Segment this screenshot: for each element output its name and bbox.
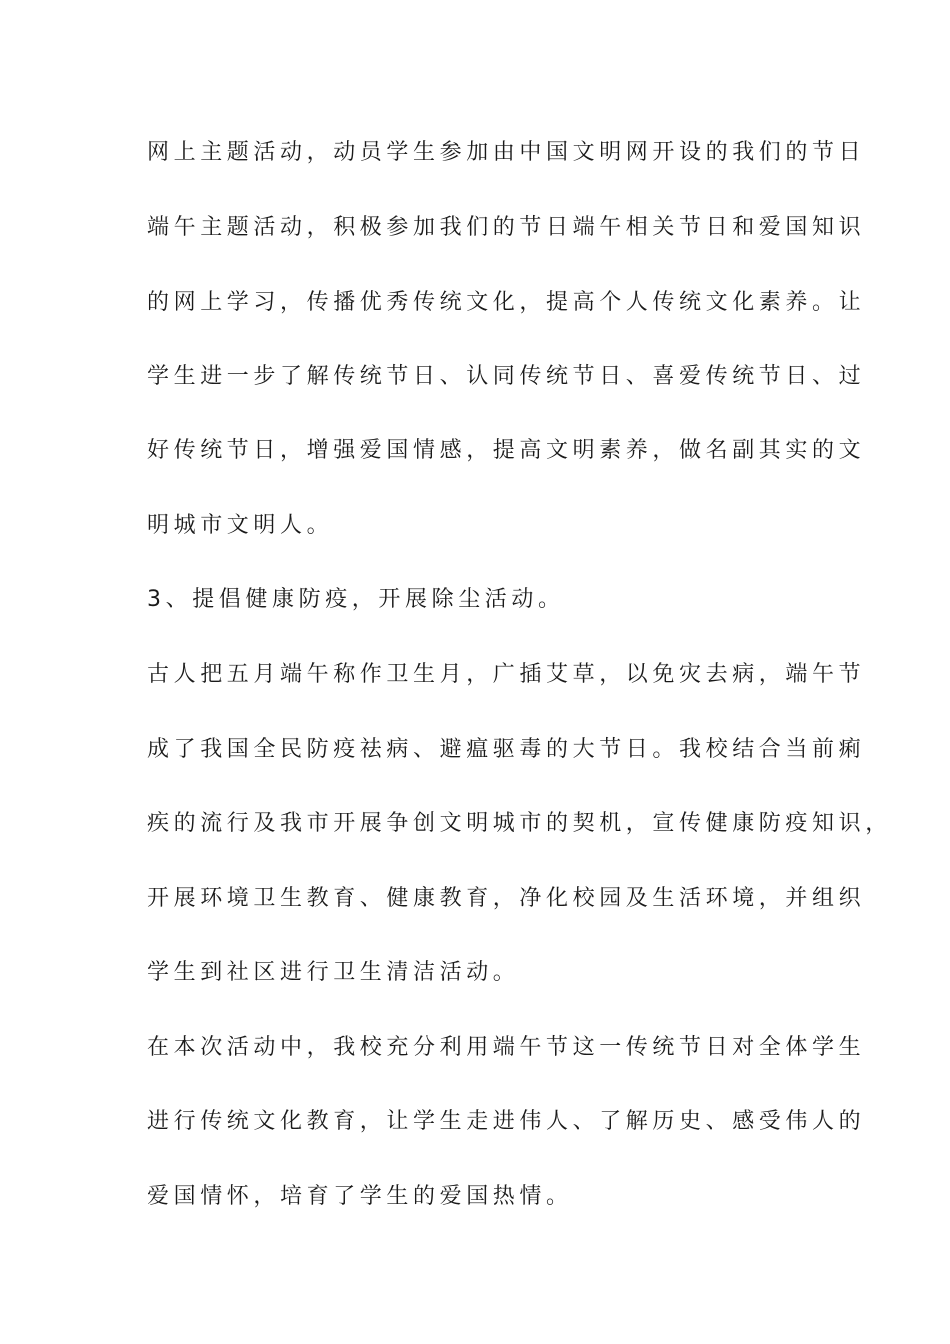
paragraph-line-10: 开展环境卫生教育、健康教育，净化校园及生活环境，并组织 <box>147 886 866 911</box>
paragraph-line-13: 进行传统文化教育，让学生走进伟人、了解历史、感受伟人的 <box>147 1109 866 1134</box>
paragraph-line-2: 端午主题活动，积极参加我们的节日端午相关节日和爱国知识 <box>147 215 866 240</box>
paragraph-line-5: 好传统节日，增强爱国情感，提高文明素养，做名副其实的文 <box>147 438 866 463</box>
paragraph-line-8: 成了我国全民防疫祛病、避瘟驱毒的大节日。我校结合当前痢 <box>147 737 866 762</box>
section-heading: 3、提倡健康防疫，开展除尘活动。 <box>147 587 565 612</box>
paragraph-line-1: 网上主题活动，动员学生参加由中国文明网开设的我们的节日 <box>147 140 866 165</box>
paragraph-line-12: 在本次活动中，我校充分利用端午节这一传统节日对全体学生 <box>147 1035 866 1060</box>
paragraph-line-9: 疾的流行及我市开展争创文明城市的契机，宣传健康防疫知识， <box>147 811 892 836</box>
paragraph-line-14: 爱国情怀，培育了学生的爱国热情。 <box>147 1184 573 1209</box>
paragraph-line-7: 古人把五月端午称作卫生月，广插艾草，以免灾去病，端午节 <box>147 662 866 687</box>
paragraph-line-11: 学生到社区进行卫生清洁活动。 <box>147 960 520 985</box>
paragraph-line-3: 的网上学习，传播优秀传统文化，提高个人传统文化素养。让 <box>147 290 866 315</box>
paragraph-line-6: 明城市文明人。 <box>147 513 334 538</box>
paragraph-line-4: 学生进一步了解传统节日、认同传统节日、喜爱传统节日、过 <box>147 364 866 389</box>
